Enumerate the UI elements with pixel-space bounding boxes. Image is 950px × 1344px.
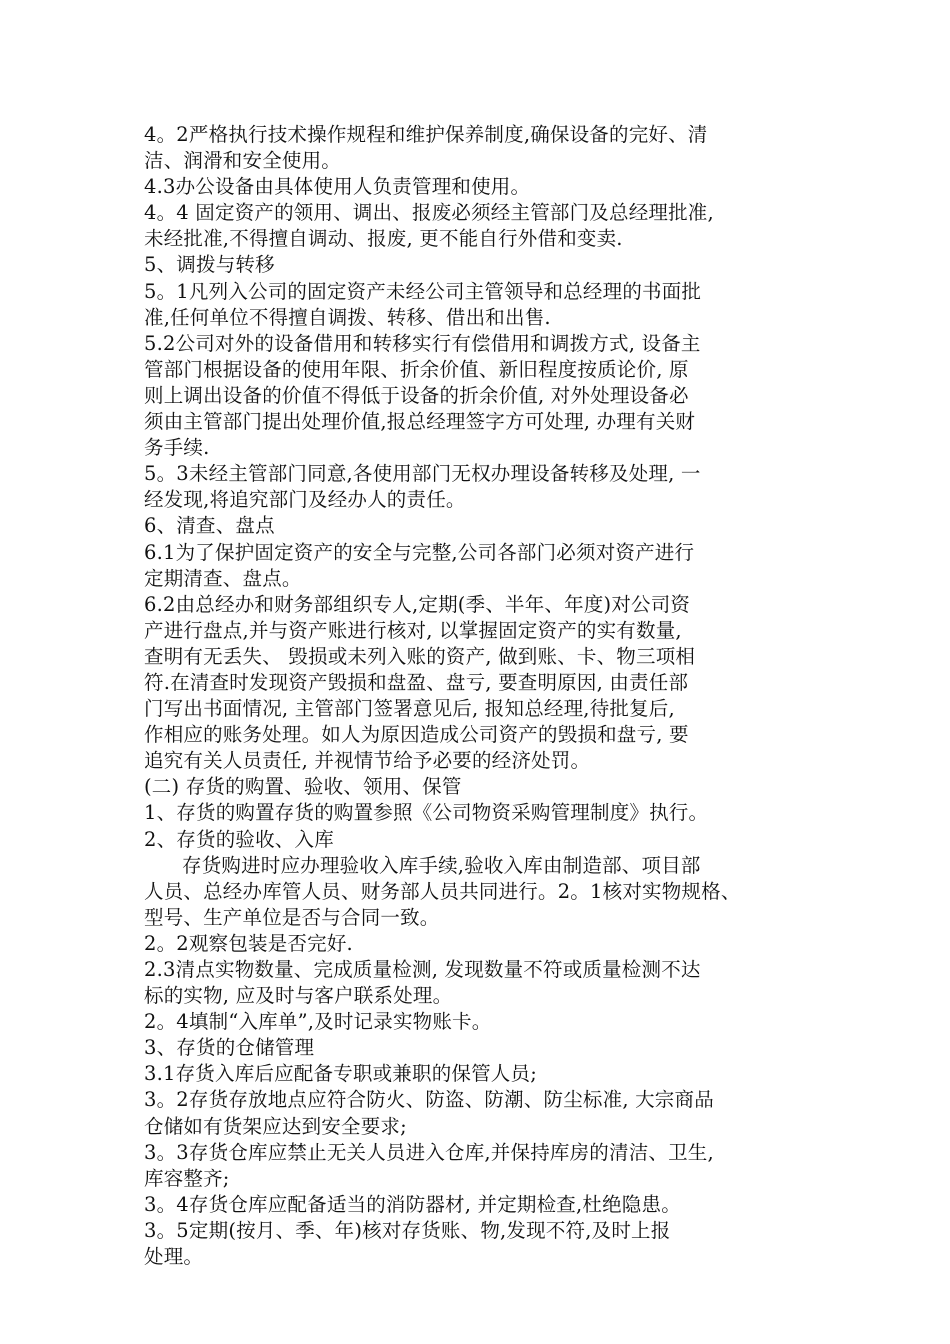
text-line: 须由主管部门提出处理价值,报总经理签字方可处理, 办理有关财 (144, 410, 696, 434)
text-line: 处理。 (144, 1245, 204, 1269)
text-line: 产进行盘点,并与资产账进行核对, 以掌握固定资产的实有数量, (144, 618, 682, 642)
text-line: 4.3办公设备由具体使用人负责管理和使用。 (144, 175, 531, 199)
text-line: 务手续. (144, 436, 210, 460)
text-line: 查明有无丢失、 毁损或未列入账的资产, 做到账、卡、物三项相 (144, 644, 696, 668)
text-line: 存货购进时应办理验收入库手续,验收入库由制造部、项目部 (182, 853, 701, 877)
text-line: 洁、润滑和安全使用。 (144, 149, 342, 173)
text-line: 追究有关人员责任, 并视情节给予必要的经济处罚。 (144, 749, 591, 773)
text-line: 4。2严格执行技术操作规程和维护保养制度,确保设备的完好、清 (144, 123, 708, 146)
text-line: 门写出书面情况, 主管部门签署意见后, 报知总经理,待批复后, (144, 697, 675, 721)
text-line: 5。1凡列入公司的固定资产未经公司主管领导和总经理的书面批 (144, 279, 702, 303)
text-line: 2.3清点实物数量、完成质量检测, 发现数量不符或质量检测不达 (144, 958, 701, 981)
text-line: 标的实物, 应及时与客户联系处理。 (144, 984, 453, 1008)
document-body (144, 122, 814, 1270)
text-line: 5。3未经主管部门同意,各使用部门无权办理设备转移及处理, 一 (144, 462, 701, 486)
text-line: 5.2公司对外的设备借用和转移实行有偿借用和调拨方式, 设备主 (144, 331, 701, 355)
section-heading: (二) 存货的购置、验收、领用、保管 (144, 775, 462, 799)
section-heading: 2、存货的验收、入库 (144, 827, 334, 851)
text-line: 人员、总经办库管人员、财务部人员共同进行。2。1核对实物规格、 (144, 879, 741, 903)
text-line: 3。4存货仓库应配备适当的消防器材, 并定期检查,杜绝隐患。 (144, 1192, 681, 1216)
text-line: 则上调出设备的价值不得低于设备的折余价值, 对外处理设备必 (144, 383, 689, 407)
text-line: 3。3存货仓库应禁止无关人员进入仓库,并保持库房的清洁、卫生, (144, 1140, 714, 1164)
text-line: 3。2存货存放地点应符合防火、防盗、防潮、防尘标准, 大宗商品 (144, 1088, 714, 1112)
text-line: 准,任何单位不得擅自调拨、转移、借出和出售. (144, 305, 551, 329)
text-line: 库容整齐; (144, 1166, 230, 1190)
text-line: 符.在清查时发现资产毁损和盘盈、盘亏, 要查明原因, 由责任部 (144, 670, 689, 694)
text-line: 4。4 固定资产的领用、调出、报废必须经主管部门及总经理批准, (144, 201, 714, 225)
text-line: 6.2由总经办和财务部组织专人,定期(季、半年、年度)对公司资 (144, 592, 691, 616)
section-heading: 3、存货的仓储管理 (144, 1036, 315, 1060)
text-line: 未经批准,不得擅自调动、报废, 更不能自行外借和变卖. (144, 227, 623, 251)
text-line: 3。5定期(按月、季、年)核对存货账、物,发现不符,及时上报 (144, 1218, 671, 1242)
text-line: 定期清查、盘点。 (144, 566, 302, 590)
text-line: 2。2观察包装是否完好. (144, 931, 353, 955)
section-heading: 6、清查、盘点 (144, 514, 275, 538)
text-line: 型号、生产单位是否与合同一致。 (144, 905, 440, 929)
text-line: 6.1为了保护固定资产的安全与完整,公司各部门必须对资产进行 (144, 540, 695, 564)
text-line: 1、存货的购置存货的购置参照《公司物资采购管理制度》执行。 (144, 801, 709, 825)
text-line: 3.1存货入库后应配备专职或兼职的保管人员; (144, 1062, 537, 1086)
text-line: 2。4填制“入库单”,及时记录实物账卡。 (144, 1010, 492, 1034)
text-line: 经发现,将追究部门及经办人的责任。 (144, 488, 466, 512)
section-heading: 5、调拨与转移 (144, 253, 275, 277)
text-line: 管部门根据设备的使用年限、折余价值、新旧程度按质论价, 原 (144, 357, 689, 381)
text-line: 作相应的账务处理。如人为原因造成公司资产的毁损和盘亏, 要 (144, 723, 689, 747)
text-line: 仓储如有货架应达到安全要求; (144, 1114, 407, 1138)
